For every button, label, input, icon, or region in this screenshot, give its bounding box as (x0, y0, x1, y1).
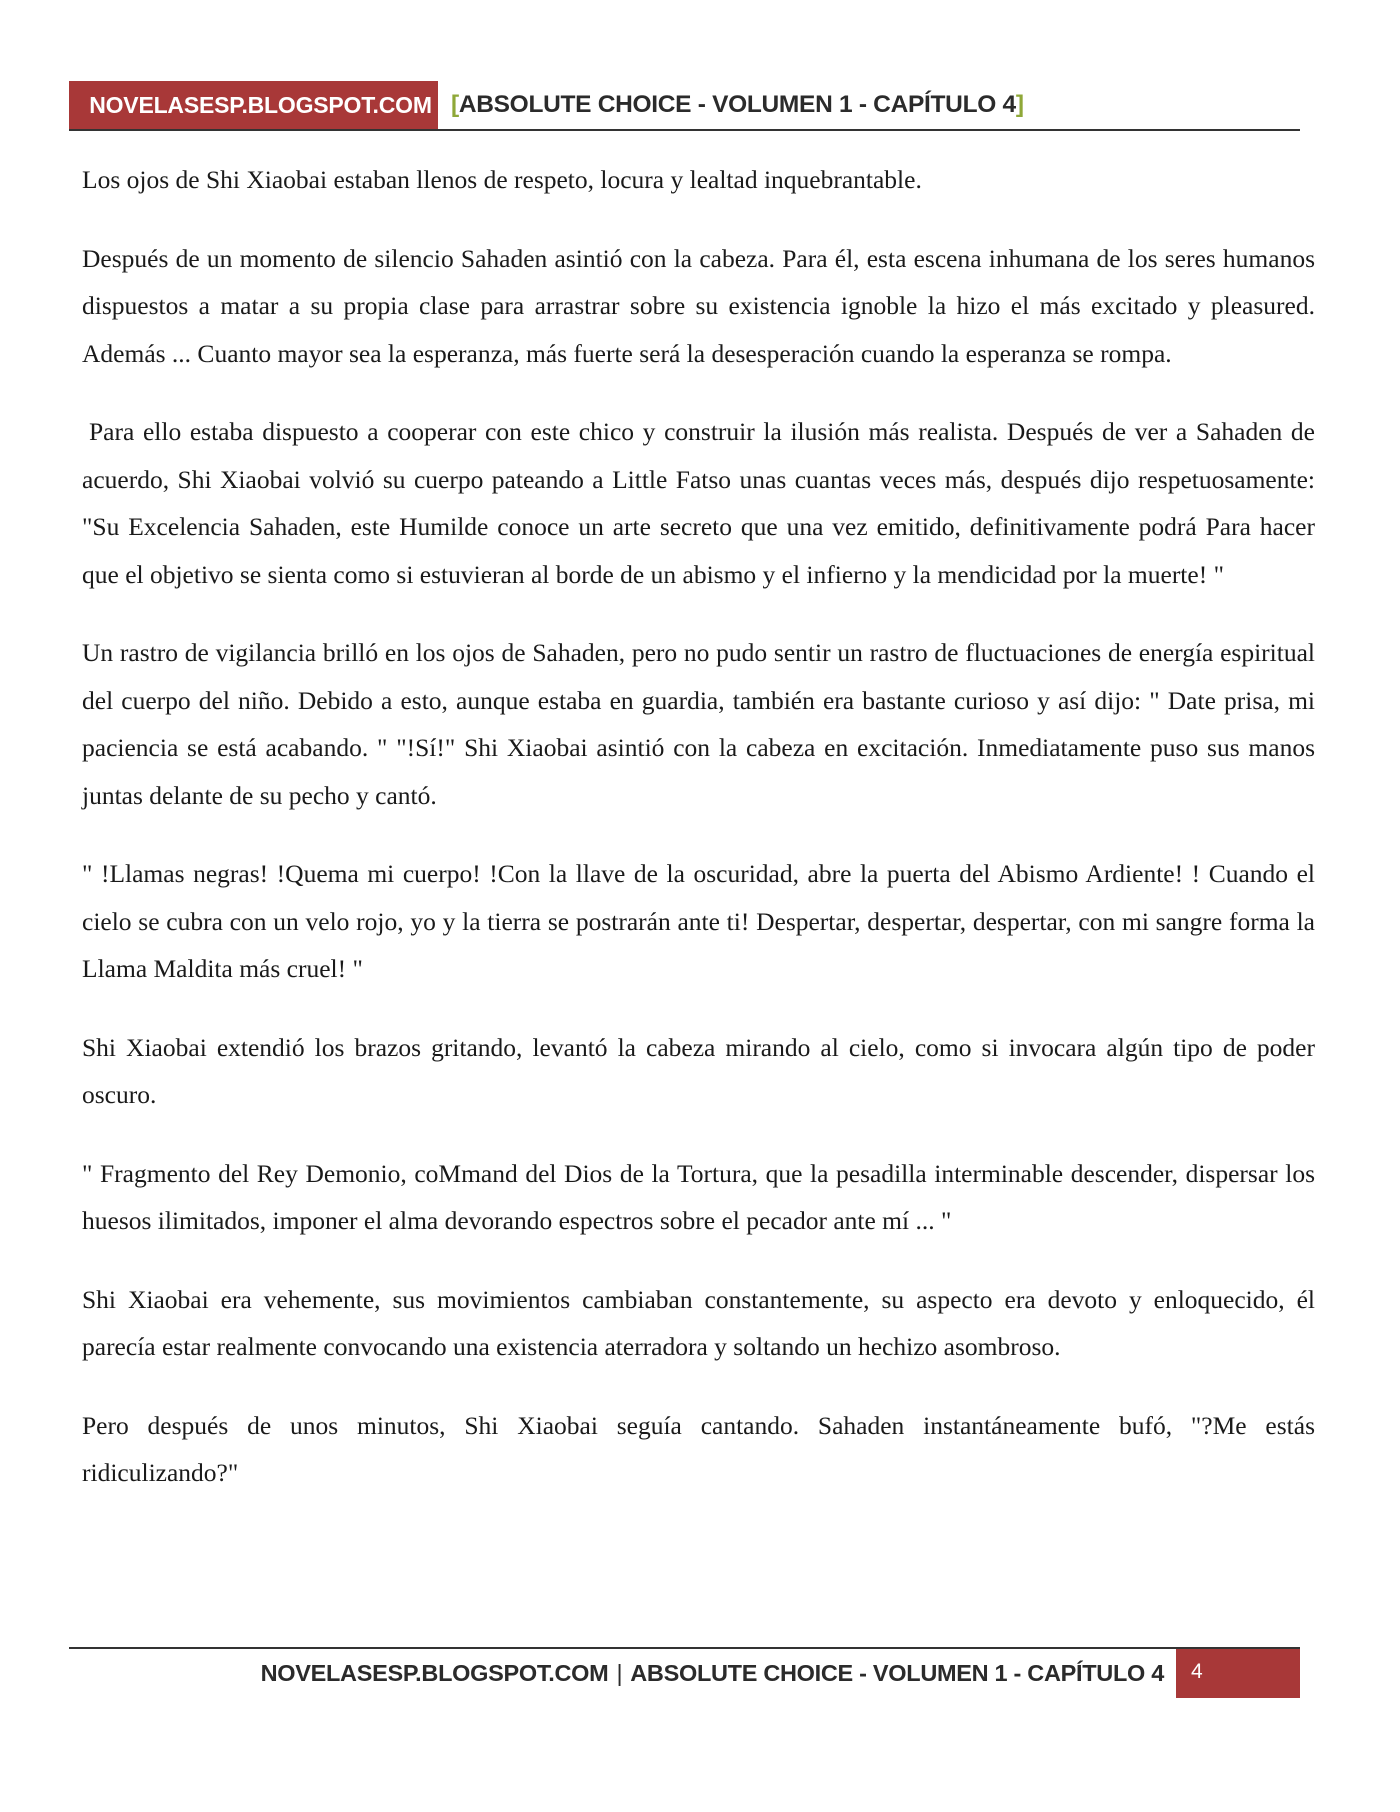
paragraph: " Fragmento del Rey Demonio, coMmand del Dios de la Tortura, que la pesadilla interminable descender, dispersar los huesos ilimitados, imponer el alma devorando espectros sobre el pecador ante mí ... " (82, 1158, 1315, 1235)
header-chapter-title (451, 81, 1024, 129)
paragraph: Para ello estaba dispuesto a cooperar con este chico y construir la ilusión más realista. Después de ver a Sahaden de acuerdo, Shi Xiaobai volvió su cuerpo pateando a Little Fatso unas cuantas veces más, después dijo respetuosamente: "Su Excelencia Sahaden, este Humilde conoce un arte secreto que una vez emitido, definitivamente podrá Para hacer que el objetivo se sienta como si estuvieran al borde de un abismo y el infierno y la mendicidad por la muerte! " (82, 417, 1315, 589)
footer-chapter-title: ABSOLUTE CHOICE - VOLUMEN 1 - CAPÍTULO 4 (630, 1660, 1164, 1686)
page-number: 4 (1176, 1649, 1300, 1698)
header-title-text: ABSOLUTE CHOICE - VOLUMEN 1 - CAPÍTULO 4 (458, 91, 1016, 118)
header-bracket-open: [ (451, 91, 459, 118)
footer-separator: | (616, 1660, 623, 1686)
paragraph: Los ojos de Shi Xiaobai estaban llenos de respeto, locura y lealtad inquebrantable. (82, 165, 922, 194)
paragraph: " !Llamas negras! !Quema mi cuerpo! !Con la llave de la oscuridad, abre la puerta del Abismo Ardiente! ! Cuando el cielo se cubra con un velo rojo, yo y la tierra se postrarán ante ti! Despertar, despertar, despertar, con mi sangre forma la Llama Maldita más cruel! " (82, 859, 1315, 983)
paragraph: Después de un momento de silencio Sahaden asintió con la cabeza. Para él, esta escena inhumana de los seres humanos dispuestos a matar a su propia clase para arrastrar sobre su existencia ignoble la hizo el más excitado y pleasured. Además ... Cuanto mayor sea la esperanza, más fuerte será la desesperación cuando la esperanza se rompa. (82, 243, 1315, 368)
page-header (69, 81, 1300, 131)
footer-site-name: NOVELASESP.BLOGSPOT.COM (260, 1660, 609, 1686)
paragraph: Shi Xiaobai extendió los brazos gritando, levantó la cabeza mirando al cielo, como si invocara algún tipo de poder oscuro. (82, 1032, 1315, 1109)
paragraph: Un rastro de vigilancia brilló en los ojos de Sahaden, pero no pudo sentir un rastro de fluctuaciones de energía espiritual del cuerpo del niño. Debido a esto, aunque estaba en guardia, también era bastante curioso y así dijo: " Date prisa, mi paciencia se está acabando. " "!Sí!" Shi Xiaobai asintió con la cabeza en excitación. Inmediatamente puso sus manos juntas delante de su pecho y cantó. (82, 638, 1315, 810)
footer-label (261, 1649, 1164, 1698)
page-footer (69, 1647, 1300, 1698)
header-bracket-close: ] (1015, 91, 1024, 118)
header-site-name: NOVELASESP.BLOGSPOT.COM (69, 81, 438, 129)
paragraph: Pero después de unos minutos, Shi Xiaobai seguía cantando. Sahaden instantáneamente bufó, "?Me estás ridiculizando?" (82, 1410, 1315, 1487)
paragraph: Shi Xiaobai era vehemente, sus movimientos cambiaban constantemente, su aspecto era devoto y enloquecido, él parecía estar realmente convocando una existencia aterradora y soltando un hechizo asombroso. (82, 1284, 1315, 1361)
chapter-body (82, 156, 1315, 1528)
